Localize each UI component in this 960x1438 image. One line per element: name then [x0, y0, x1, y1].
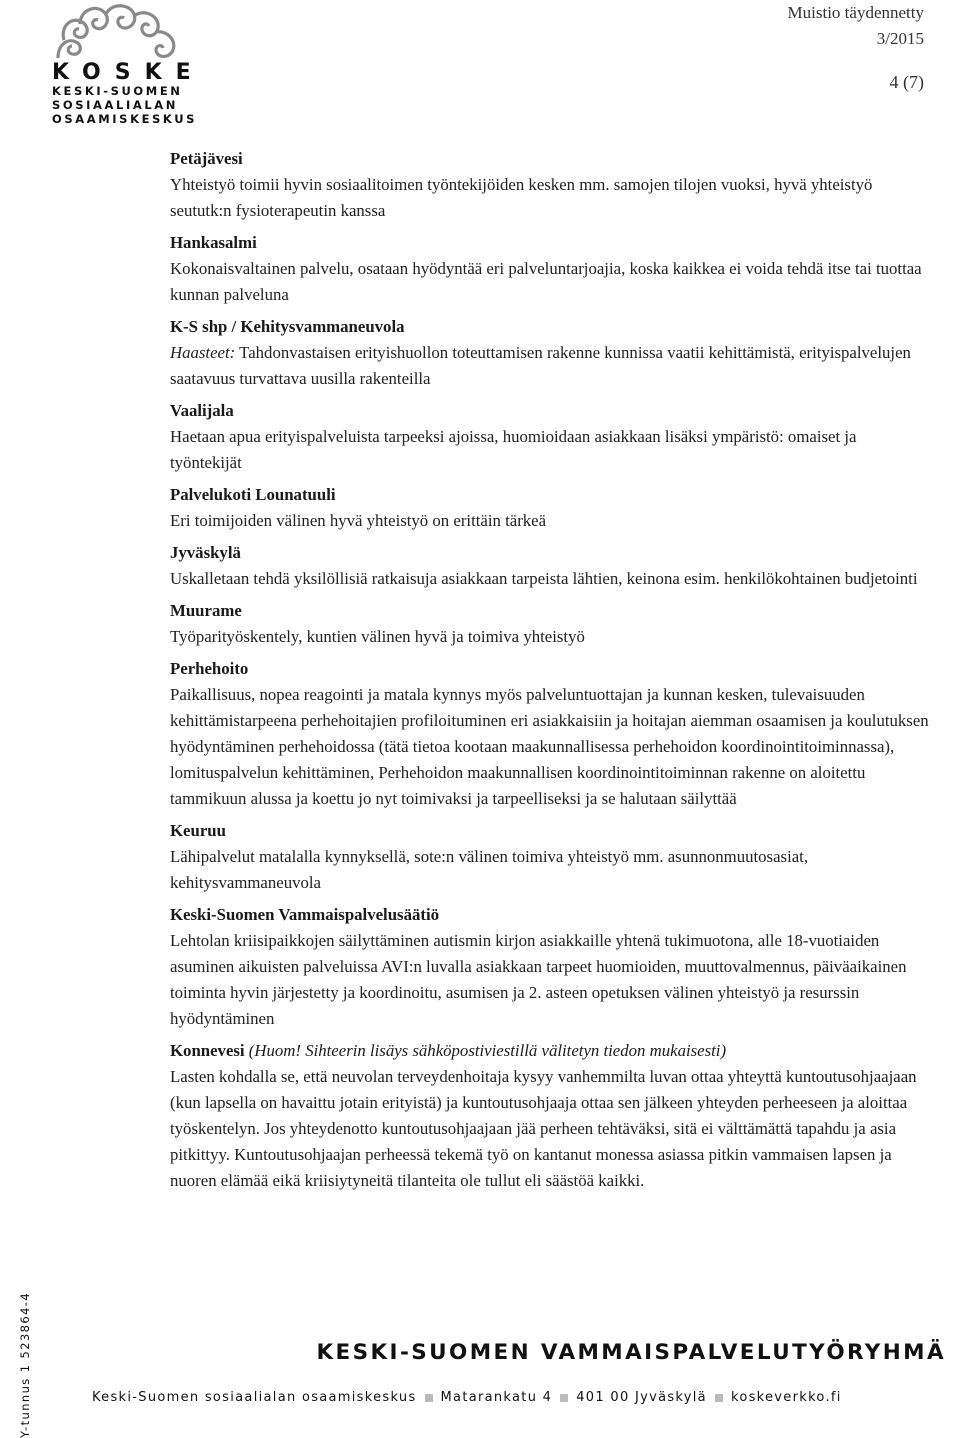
entry-body [170, 340, 930, 392]
entry-body: Kokonaisvaltainen palvelu, osataan hyödyntää eri palveluntarjoajia, koska kaikkea ei voida tehdä itse tai tuottaa kunnan palveluna [170, 259, 922, 304]
business-id: Y-tunnus 1 523864-4 [18, 1291, 32, 1438]
koske-logo [50, 4, 205, 126]
entry-title: Vaalijala [170, 401, 234, 420]
separator-square-icon [560, 1394, 568, 1402]
entry-body: Uskalletaan tehdä yksilöllisiä ratkaisuja asiakkaan tarpeista lähtien, keinona esim. henkilökohtainen budjetointi [170, 569, 918, 588]
logo-line-2: SOSIAALIALAN [52, 98, 178, 112]
page-number: 4 (7) [889, 72, 924, 92]
entry-title: Muurame [170, 601, 242, 620]
entry-petajavesi [170, 146, 930, 224]
separator-square-icon [425, 1394, 433, 1402]
logo-line-1: KESKI-SUOMEN [52, 84, 183, 98]
entry-ks-shp [170, 314, 930, 392]
entry-title: Keuruu [170, 821, 226, 840]
entry-muurame [170, 598, 930, 650]
entry-title: Perhehoito [170, 659, 249, 678]
entry-title-text: Konnevesi [170, 1041, 245, 1060]
entry-title: K-S shp / Kehitysvammaneuvola [170, 317, 405, 336]
entry-title: Jyväskylä [170, 543, 241, 562]
entry-keuruu [170, 818, 930, 896]
entry-vaalijala [170, 398, 930, 476]
entry-title: Petäjävesi [170, 149, 243, 168]
footer-title: KESKI-SUOMEN VAMMAISPALVELUTYÖRYHMÄ [316, 1340, 946, 1365]
entry-body: Paikallisuus, nopea reagointi ja matala kynnys myös palveluntuottajan ja kunnan kesken, tulevaisuuden kehittämistarpeena perhehoitajien profiloituminen eri asiakkaisiin ja hoitajan aiemman osaamisen ja koulutuksen hyödyntäminen perhehoidossa (tätä tietoa kootaan maakunnallisessa perhehoidon koordinointitoiminnassa), lomituspalvelun kehittäminen, Perhehoidon maakunnallisen koordinointitoiminnan rakenne on aloitettu tammikuun alussa ja koettu jo nyt toimivaksi ja tarpeelliseksi ja se halutaan säilyttää [170, 685, 929, 808]
entry-konnevesi [170, 1038, 930, 1194]
entry-body-lead: Haasteet: [170, 343, 236, 362]
entry-title: Palvelukoti Lounatuuli [170, 485, 336, 504]
separator-square-icon [715, 1394, 723, 1402]
memo-content [170, 146, 930, 1200]
entry-perhehoito [170, 656, 930, 812]
entry-title: Keski-Suomen Vammaispalvelusäätiö [170, 905, 440, 924]
logo-line-3: OSAAMISKESKUS [52, 112, 198, 126]
entry-body: Haetaan apua erityispalveluista tarpeeksi ajoissa, huomioidaan asiakkaan lisäksi ympäristö: omaiset ja työntekijät [170, 427, 857, 472]
entry-title: Hankasalmi [170, 233, 257, 252]
entry-hankasalmi [170, 230, 930, 308]
entry-jyvaskyla [170, 540, 930, 592]
entry-body: Lasten kohdalla se, että neuvolan terveydenhoitaja kysyy vanhemmilta luvan ottaa yhteyttä kuntoutusohjaajaan (kun lapsella on havaittu jotain erityistä) ja kuntoutusohjaaja ottaa sen jälkeen yhteyden perheeseen ja aloittaa työskentelyn. Jos yhteydenotto kuntoutusohjaajaan jää perheen tehtäväksi, sitä ei välttämättä tapahdu ja asia pitkittyy. Kuntoutusohjaajan perheessä tekemä työ on kantanut monessa asiassa pitkin vammaisen lapsen ja nuoren elämää eikä kriisiytyneitä tilanteita ole tullut eli säästöä kaikki. [170, 1067, 917, 1190]
entry-lounatuuli [170, 482, 930, 534]
document-header-info [788, 0, 924, 52]
entry-body-text: Tahdonvastaisen erityishuollon toteuttamisen rakenne kunnissa vaatii kehittämistä, erityispalvelujen saatavuus turvattava uusilla rakenteilla [170, 343, 911, 388]
koske-ornament-icon [50, 4, 190, 62]
footer-org: Keski-Suomen sosiaalialan osaamiskeskus [92, 1390, 417, 1405]
footer-address: Matarankatu 4 [440, 1390, 553, 1405]
entry-body: Yhteistyö toimii hyvin sosiaalitoimen työntekijöiden kesken mm. samojen tilojen vuoksi, hyvä yhteistyö seututk:n fysioterapeutin kanssa [170, 175, 873, 220]
entry-body: Työparityöskentely, kuntien välinen hyvä ja toimiva yhteistyö [170, 627, 585, 646]
entry-body: Lehtolan kriisipaikkojen säilyttäminen autismin kirjon asiakkaille yhtenä tukimuotona, alle 18-vuotiaiden asuminen aikuisten palveluissa AVI:n luvalla asiakkaan tarpeet huomioiden, muuttovalmennus, päiväaikainen toiminta hyvin järjestetty ja koordinoitu, asumisen ja 2. asteen opetuksen välinen yhteistyö ja resurssin hyödyntäminen [170, 931, 907, 1028]
document-label: Muistio täydennetty [787, 3, 924, 22]
footer-contact [92, 1390, 842, 1405]
entry-title [170, 1038, 930, 1064]
footer-web[interactable]: koskeverkko.fi [730, 1390, 842, 1405]
entry-body: Lähipalvelut matalalla kynnyksellä, sote:n välinen toimiva yhteistyö mm. asunnonmuutosasiat, kehitysvammaneuvola [170, 847, 809, 892]
entry-vammaispalvelusaatio [170, 902, 930, 1032]
document-date: 3/2015 [876, 29, 924, 48]
footer-city: 401 00 Jyväskylä [576, 1390, 707, 1405]
entry-title-note: (Huom! Sihteerin lisäys sähköpostiviestillä välitetyn tiedon mukaisesti) [248, 1041, 727, 1060]
logo-name: KOSKE [52, 60, 205, 85]
entry-body: Eri toimijoiden välinen hyvä yhteistyö on erittäin tärkeä [170, 511, 547, 530]
koske-wordmark [52, 62, 205, 126]
